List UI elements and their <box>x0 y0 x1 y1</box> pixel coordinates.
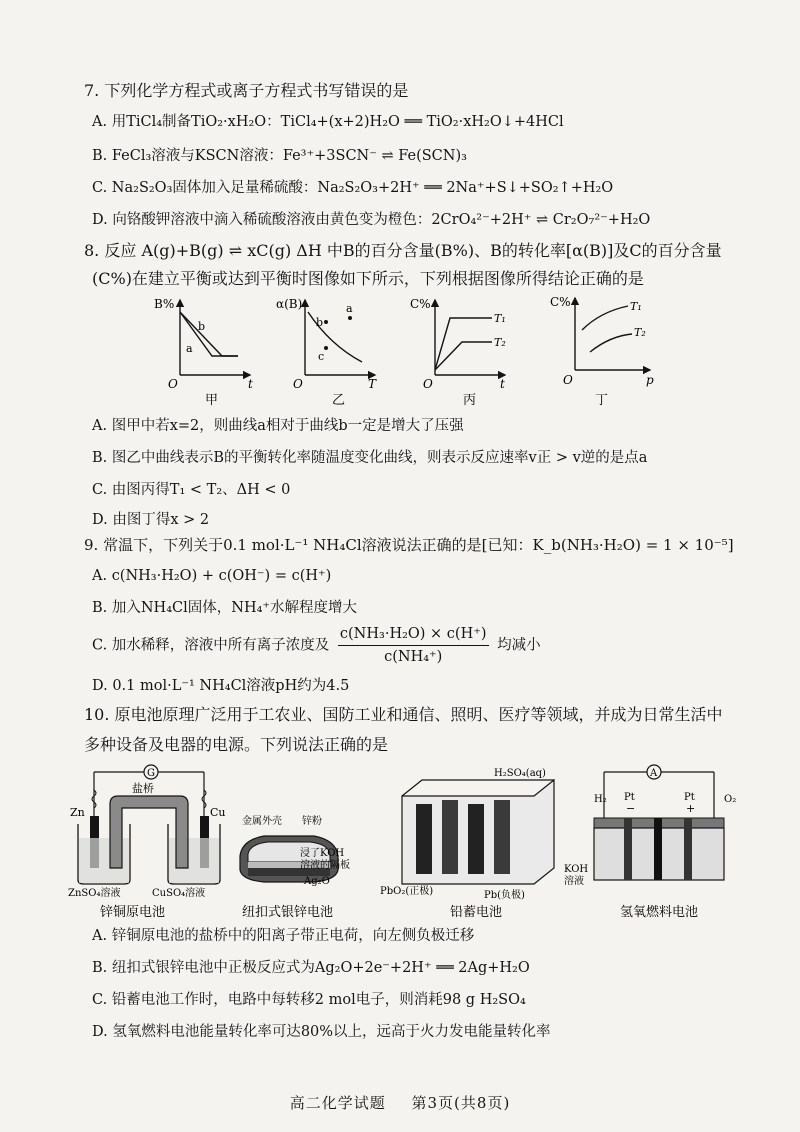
q8-stem-line2: (C%)在建立平衡或达到平衡时图像如下所示，下列根据图像所得结论正确的是 <box>92 269 644 288</box>
cell2-sep2: 溶液的隔板 <box>300 860 350 871</box>
cell2-ag2o: Ag₂O <box>304 876 330 887</box>
q8-stem-line1: 8. 反应 A(g)+B(g) ⇌ xC(g) ΔH 中B的百分含量(B%)、B的转化率[α(B)]及C的百分含量 <box>84 241 722 260</box>
q7-option-c: C. Na₂S₂O₃固体加入足量稀硫酸：Na₂S₂O₃+2H⁺ ══ 2Na⁺+S↓+SO₂↑+H₂O <box>92 180 614 196</box>
jia-origin: O <box>168 377 178 391</box>
q9-option-c-fraction <box>338 624 489 667</box>
cell1-salt-bridge: 盐桥 <box>132 782 154 795</box>
cell3-caption: 铅蓄电池 <box>450 905 503 920</box>
yi-x-label: T <box>368 377 377 391</box>
jia-y-label: B% <box>154 297 175 311</box>
q8-option-c: C. 由图丙得T₁ < T₂、ΔH < 0 <box>92 482 291 498</box>
cell4-plus: + <box>686 802 696 815</box>
page-footer <box>0 1092 800 1113</box>
q10-stem: 10. 原电池原理广泛用于工农业、国防工业和通信、照明、医疗等领域，并成为日常生活中多种设备及电器的电源。下列说法正确的是 <box>84 705 723 754</box>
cell3-acid: H₂SO₄(aq) <box>494 768 546 779</box>
cell1-meter: G <box>147 768 155 779</box>
jia-caption: 甲 <box>205 393 219 408</box>
q9-fraction-numerator: c(NH₃·H₂O) × c(H⁺) <box>338 624 489 646</box>
graph-bing <box>410 297 506 408</box>
q8-option-b: B. 图乙中曲线表示B的平衡转化率随温度变化曲线，则表示反应速率v正 > v逆的是点a <box>92 450 648 466</box>
yi-c: c <box>318 350 325 363</box>
footer-page-number: 第3页(共8页) <box>411 1094 511 1112</box>
q9-option-d: D. 0.1 mol·L⁻¹ NH₄Cl溶液pH约为4.5 <box>92 678 350 694</box>
cell4-minus: − <box>626 802 636 815</box>
jia-a: a <box>186 342 193 355</box>
jia-b: b <box>198 320 206 333</box>
cell1-sol2: CuSO₄溶液 <box>152 888 206 899</box>
cell1-zn: Zn <box>70 806 85 819</box>
cell2-sep1: 浸了KOH <box>300 848 345 859</box>
ding-caption: 丁 <box>595 393 609 408</box>
q10-option-d: D. 氢氧燃料电池能量转化率可达80%以上，远高于火力发电能量转化率 <box>92 1024 551 1040</box>
yi-b: b <box>316 316 324 329</box>
q8-option-a: A. 图甲中若x=2，则曲线a相对于曲线b一定是增大了压强 <box>92 418 464 434</box>
zinc-copper-cell <box>68 765 226 920</box>
cell4-koh2: 溶液 <box>564 876 584 887</box>
ding-x-label: p <box>646 373 654 387</box>
q8-graphs <box>150 290 710 410</box>
footer-subject: 高二化学试题 <box>289 1094 386 1112</box>
fuel-cell <box>564 765 736 920</box>
cell4-pt1: Pt <box>624 792 635 803</box>
q10-option-a: A. 锌铜原电池的盐桥中的阳离子带正电荷，向左侧负极迁移 <box>92 928 475 944</box>
yi-y-label: α(B) <box>276 297 303 311</box>
cell4-koh: KOH <box>564 864 589 875</box>
cell4-o2: O₂ <box>724 794 737 805</box>
ding-origin: O <box>563 373 573 387</box>
ding-t2: T₂ <box>634 326 646 339</box>
lead-acid-cell <box>380 768 554 920</box>
pbo2-plate <box>416 804 432 874</box>
q7-option-b: B. FeCl₃溶液与KSCN溶液：Fe³⁺+3SCN⁻ ⇌ Fe(SCN)₃ <box>92 148 467 164</box>
cell1-sol1: ZnSO₄溶液 <box>68 888 121 899</box>
q7-option-a: A. 用TiCl₄制备TiO₂·xH₂O：TiCl₄+(x+2)H₂O ══ TiO₂·xH₂O↓+4HCl <box>92 114 564 130</box>
q7-option-d: D. 向铬酸钾溶液中滴入稀硫酸溶液由黄色变为橙色：2CrO₄²⁻+2H⁺ ⇌ Cr₂O₇²⁻+H₂O <box>92 212 651 228</box>
pb-plate <box>494 800 510 874</box>
bing-origin: O <box>423 377 433 391</box>
plate <box>442 800 458 874</box>
cell2-caption: 纽扣式银锌电池 <box>242 905 334 920</box>
q9-option-c-post: 均减小 <box>497 637 541 654</box>
q10-option-c: C. 铅蓄电池工作时，电路中每转移2 mol电子，则消耗98 g H₂SO₄ <box>92 992 526 1008</box>
cell4-pt2: Pt <box>684 792 695 803</box>
q10-battery-figures <box>64 760 754 920</box>
cell1-caption: 锌铜原电池 <box>100 905 166 920</box>
q9-option-b: B. 加入NH₄Cl固体，NH₄⁺水解程度增大 <box>92 600 358 616</box>
q9-fraction-denominator: c(NH₄⁺) <box>384 649 443 665</box>
yi-caption: 乙 <box>332 393 346 408</box>
q8-option-d: D. 由图丁得x > 2 <box>92 512 210 528</box>
cell2-zinc: 锌粉 <box>302 816 322 827</box>
graph-jia <box>154 297 253 408</box>
salt-bridge <box>110 796 188 868</box>
ding-t1: T₁ <box>630 300 642 313</box>
cell4-meter: A <box>650 768 658 779</box>
cell3-pb: Pb(负极) <box>484 890 525 901</box>
ding-y-label: C% <box>550 295 571 309</box>
yi-a: a <box>346 302 353 315</box>
q10-option-b: B. 纽扣式银锌电池中正极反应式为Ag₂O+2e⁻+2H⁺ ══ 2Ag+H₂O <box>92 960 530 976</box>
cell2-shell: 金属外壳 <box>242 816 282 827</box>
bing-t2: T₂ <box>494 336 506 349</box>
yi-origin: O <box>293 377 303 391</box>
plate <box>468 804 484 874</box>
bing-caption: 丙 <box>463 393 477 408</box>
bing-x-label: t <box>500 377 505 391</box>
button-cell <box>240 814 350 920</box>
graph-ding <box>550 295 654 408</box>
graph-yi <box>276 297 377 408</box>
cell4-h2: H₂ <box>594 794 607 805</box>
q7-stem: 7. 下列化学方程式或离子方程式书写错误的是 <box>84 81 409 100</box>
cell3-pbo2: PbO₂(正极) <box>380 886 434 897</box>
jia-x-label: t <box>248 377 253 391</box>
q9-option-c-pre: C. 加水稀释，溶液中所有离子浓度及 <box>92 637 330 654</box>
cell4-caption: 氢氧燃料电池 <box>620 905 699 920</box>
bing-y-label: C% <box>410 297 431 311</box>
q9-stem: 9. 常温下，下列关于0.1 mol·L⁻¹ NH₄Cl溶液说法正确的是[已知：K_b(NH₃·H₂O) = 1 × 10⁻⁵] <box>84 536 734 554</box>
cell1-cu: Cu <box>210 806 226 819</box>
q9-option-a: A. c(NH₃·H₂O) + c(OH⁻) = c(H⁺) <box>92 568 332 584</box>
q9-option-c <box>92 624 541 667</box>
bing-t1: T₁ <box>494 312 506 325</box>
